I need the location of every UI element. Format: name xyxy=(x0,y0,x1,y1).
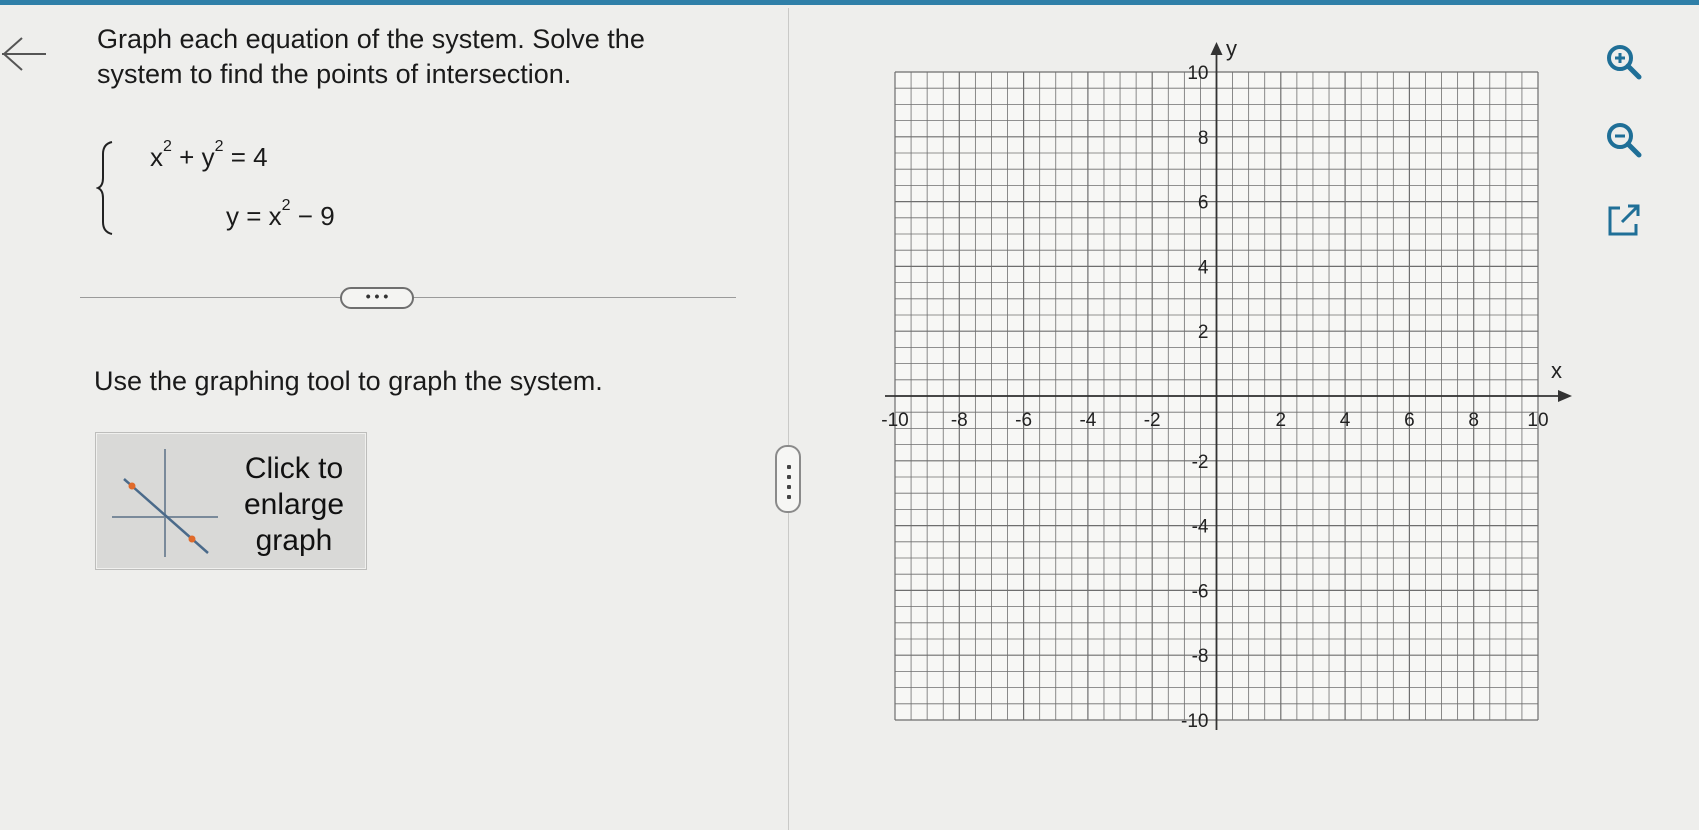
x-axis-arrow-icon xyxy=(1558,390,1572,402)
x-tick-label: 4 xyxy=(1339,410,1351,431)
y-tick-label: -8 xyxy=(1191,646,1209,668)
zoom-out-icon[interactable] xyxy=(1604,120,1644,160)
x-tick-label: 8 xyxy=(1468,410,1479,431)
show-more-button[interactable]: • • • xyxy=(340,287,414,309)
equation-parabola: $y = x^2 - 9$ xyxy=(226,197,335,231)
y-axis-arrow-icon xyxy=(1211,42,1223,55)
x-tick-label: -2 xyxy=(1143,410,1161,431)
y-tick-label: -6 xyxy=(1191,581,1209,603)
instruction-text: Use the graphing tool to graph the system. xyxy=(94,366,603,396)
y-tick-label: -10 xyxy=(1181,711,1209,732)
zoom-in-icon[interactable] xyxy=(1604,42,1644,82)
x-tick-label: 2 xyxy=(1275,410,1287,431)
x-tick-label: 10 xyxy=(1527,410,1549,431)
x-axis-label: x xyxy=(1551,358,1562,383)
y-tick-label: 4 xyxy=(1197,257,1209,279)
y-tick-label: 6 xyxy=(1197,192,1209,214)
y-axis-label: y xyxy=(1226,36,1237,61)
external-link-icon[interactable] xyxy=(1604,200,1644,240)
y-tick-label: -4 xyxy=(1191,516,1209,538)
x-tick-label: 6 xyxy=(1404,410,1415,431)
y-tick-label: 10 xyxy=(1187,63,1209,84)
equation-circle: $x^2 + y^2 = 4$ xyxy=(150,138,268,172)
x-tick-label: -10 xyxy=(881,410,909,431)
x-tick-label: -4 xyxy=(1079,410,1097,431)
y-tick-label: 8 xyxy=(1197,127,1209,149)
y-tick-label: -2 xyxy=(1191,451,1209,473)
enlarge-graph-label: Click to enlarge graph xyxy=(243,452,345,557)
x-tick-label: -8 xyxy=(950,410,968,431)
question-prompt: Graph each equation of the system. Solve the system to find the points of intersection. xyxy=(97,24,645,89)
y-tick-label: 2 xyxy=(1197,322,1209,344)
x-tick-label: -6 xyxy=(1015,410,1033,431)
